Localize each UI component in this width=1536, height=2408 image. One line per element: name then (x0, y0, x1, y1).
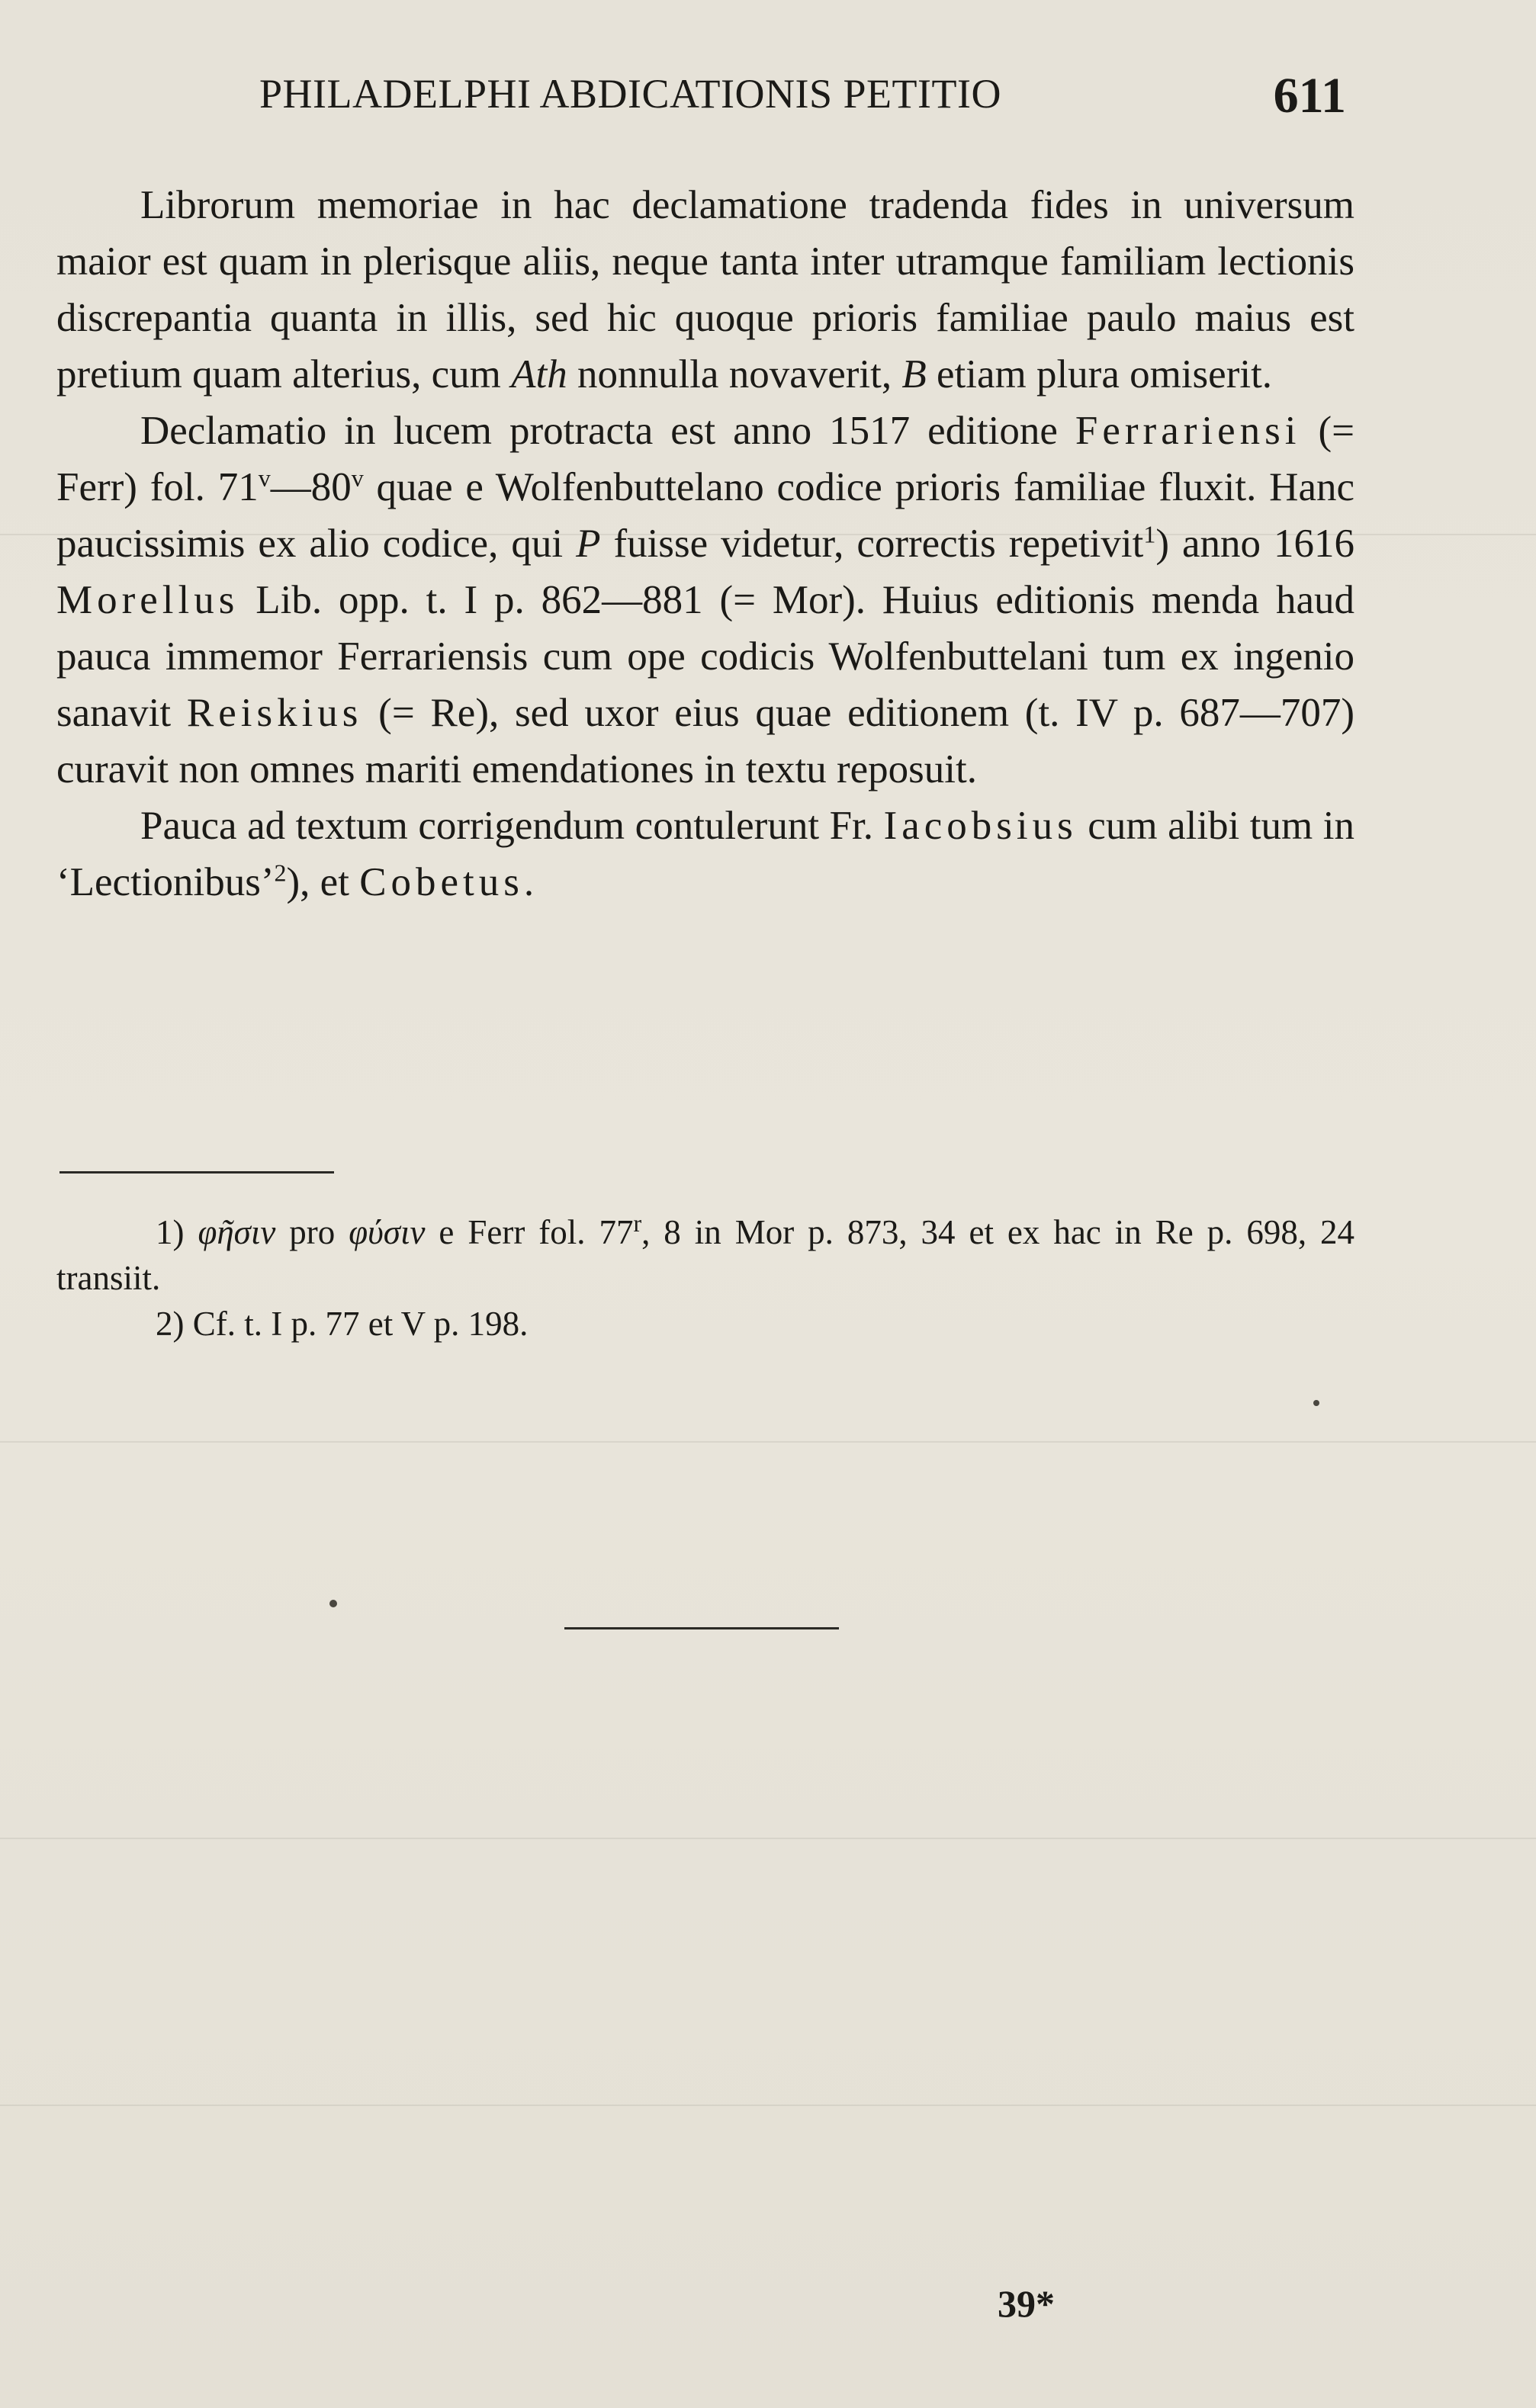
paragraph-2-text: (= Re), sed uxor eius quae editionem (t. IV p. 687—707) curavit non omnes mariti emendationes in textu reposuit. (56, 691, 1354, 791)
footnote-number: 2) (156, 1305, 185, 1343)
footnote-text: e Ferr fol. 77 (439, 1213, 634, 1251)
show-through-line (0, 1838, 1536, 1839)
page-number: 611 (1273, 68, 1346, 124)
paragraph-2-text: Declamatio in lucem protracta est anno 1517 editione (140, 409, 1058, 453)
footnote-1 (56, 1209, 1354, 1301)
footnote-text: Cf. t. I p. 77 et V p. 198. (192, 1305, 529, 1343)
paragraph-1 (56, 177, 1354, 403)
ink-speck (1313, 1400, 1319, 1406)
show-through-line (0, 1441, 1536, 1443)
footnote-ref-1: 1 (1143, 520, 1156, 548)
spaced-name-morellus: Morellus (56, 578, 239, 622)
paragraph-2-text: quae e Wolfenbuttelano codice prioris familiae fluxit. Hanc paucissimis ex alio codice, qui (56, 465, 1354, 566)
siglum-p: P (576, 522, 601, 566)
paragraph-2-text: ) anno 1616 (1155, 522, 1355, 566)
siglum-ath: Ath (511, 352, 567, 397)
paragraph-2-text: fuisse videtur, correctis repetivit (613, 522, 1144, 566)
siglum-b: B (901, 352, 927, 397)
paragraph-3-text: ), et (286, 860, 349, 904)
superscript-r: r (633, 1209, 642, 1237)
greek-word: φύσιν (349, 1213, 426, 1251)
footnote-2 (56, 1301, 1354, 1347)
superscript-v: v (351, 464, 364, 492)
section-end-rule (564, 1627, 839, 1629)
paragraph-3-text: . (523, 860, 535, 904)
footnotes (56, 1209, 1354, 1347)
footnote-text: pro (289, 1213, 336, 1251)
superscript-v: v (258, 464, 271, 492)
paragraph-3-text: Pauca ad textum corrigendum contulerunt Fr. (140, 804, 874, 848)
ink-speck (329, 1600, 337, 1607)
paragraph-3-text: cum alibi tum in ‘Lectionibus’ (56, 804, 1355, 904)
footnote-separator (59, 1171, 334, 1173)
footnote-text: , 8 in Mor p. 873, 34 et ex hac in Re p. 698, 24 transiit. (56, 1213, 1355, 1297)
paragraph-1-text-end: etiam plura omiserit. (936, 352, 1273, 397)
main-text (56, 177, 1354, 910)
show-through-line (0, 2105, 1536, 2106)
paragraph-2-text: Lib. opp. t. I p. 862—881 (= Mor). Huius editionis menda haud pauca immemor Ferrariensis cum ope codicis Wolfenbuttelani tum ex ingenio sanavit (56, 578, 1354, 735)
footnote-ref-2: 2 (274, 859, 287, 887)
paragraph-2-text: (= Ferr) fol. 71 (56, 409, 1355, 509)
spaced-name-iacobsius: Iacobsius (883, 804, 1078, 848)
paragraph-1-text-mid: nonnulla novaverit, (577, 352, 892, 397)
paragraph-2 (56, 403, 1354, 798)
printer-signature: 39* (998, 2282, 1055, 2325)
spaced-name-cobetus: Cobetus (359, 860, 524, 904)
footnote-number: 1) (156, 1213, 185, 1251)
greek-word: φῆσιν (198, 1213, 276, 1251)
spaced-name-ferrariensi: Ferrariensi (1075, 409, 1301, 453)
page-header (259, 70, 1346, 139)
paragraph-2-text: —80 (270, 465, 352, 509)
paragraph-3 (56, 798, 1354, 910)
paragraph-1-text: Librorum memoriae in hac declamatione tradenda fides in universum maior est quam in plerisque aliis, neque tanta inter utramque familiam lectionis discrepantia quanta in illis, sed hic quoque prioris familiae paulo maius est pretium quam alterius, cum (56, 183, 1354, 397)
running-title: PHILADELPHI ABDICATIONIS PETITIO (259, 71, 1001, 117)
spaced-name-reiskius: Reiskius (186, 691, 363, 735)
